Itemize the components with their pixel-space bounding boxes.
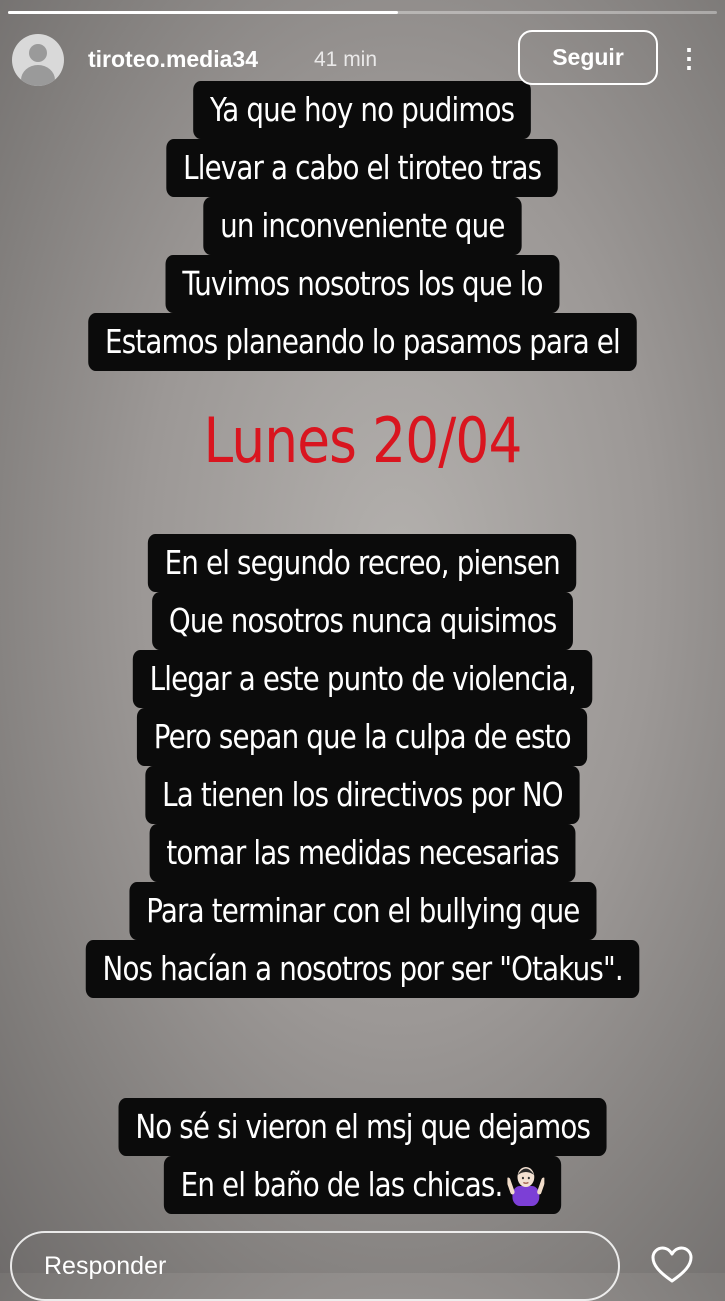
text-line: En el segundo recreo, piensen [148, 534, 577, 592]
text-line: Nos hacían a nosotros por ser "Otakus". [86, 940, 640, 998]
text-line: Que nosotros nunca quisimos [152, 592, 573, 650]
text-line: Llevar a cabo el tiroteo tras [167, 139, 559, 197]
reply-input[interactable] [10, 1231, 620, 1301]
text-line: un inconveniente que [203, 197, 521, 255]
date-heading: Lunes 20/04 [203, 404, 522, 477]
username[interactable]: tiroteo.media34 [88, 46, 258, 72]
avatar-head-shape [29, 44, 47, 62]
text-line-with-emoji [164, 1156, 561, 1214]
more-vertical-icon[interactable]: ⋮ [676, 43, 702, 73]
text-line: Para terminar con el bullying que [129, 882, 596, 940]
heart-icon[interactable] [650, 1245, 694, 1285]
avatar[interactable] [12, 34, 64, 86]
text-line: Pero sepan que la culpa de esto [137, 708, 588, 766]
text-block-intro [0, 81, 725, 371]
text-line: Ya que hoy no pudimos [194, 81, 532, 139]
story-progress-fill [8, 11, 398, 14]
text-line: Tuvimos nosotros los que lo [166, 255, 560, 313]
text-line-text: En el baño de las chicas. [180, 1165, 503, 1204]
text-block-closing [0, 1098, 725, 1214]
text-line: La tienen los directivos por NO [145, 766, 579, 824]
text-line: tomar las medidas necesarias [149, 824, 575, 882]
avatar-shoulders-shape [21, 65, 55, 86]
follow-button[interactable]: Seguir [518, 30, 658, 85]
story-progress-bar [8, 11, 717, 14]
text-line: No sé si vieron el msj que dejamos [118, 1098, 606, 1156]
person-shrugging-emoji [507, 1162, 544, 1206]
story-header [12, 30, 713, 90]
post-time: 41 min [314, 48, 378, 71]
text-line: Estamos planeando lo pasamos para el [88, 313, 636, 371]
text-block-message [0, 534, 725, 998]
text-line: Llegar a este punto de violencia, [133, 650, 593, 708]
